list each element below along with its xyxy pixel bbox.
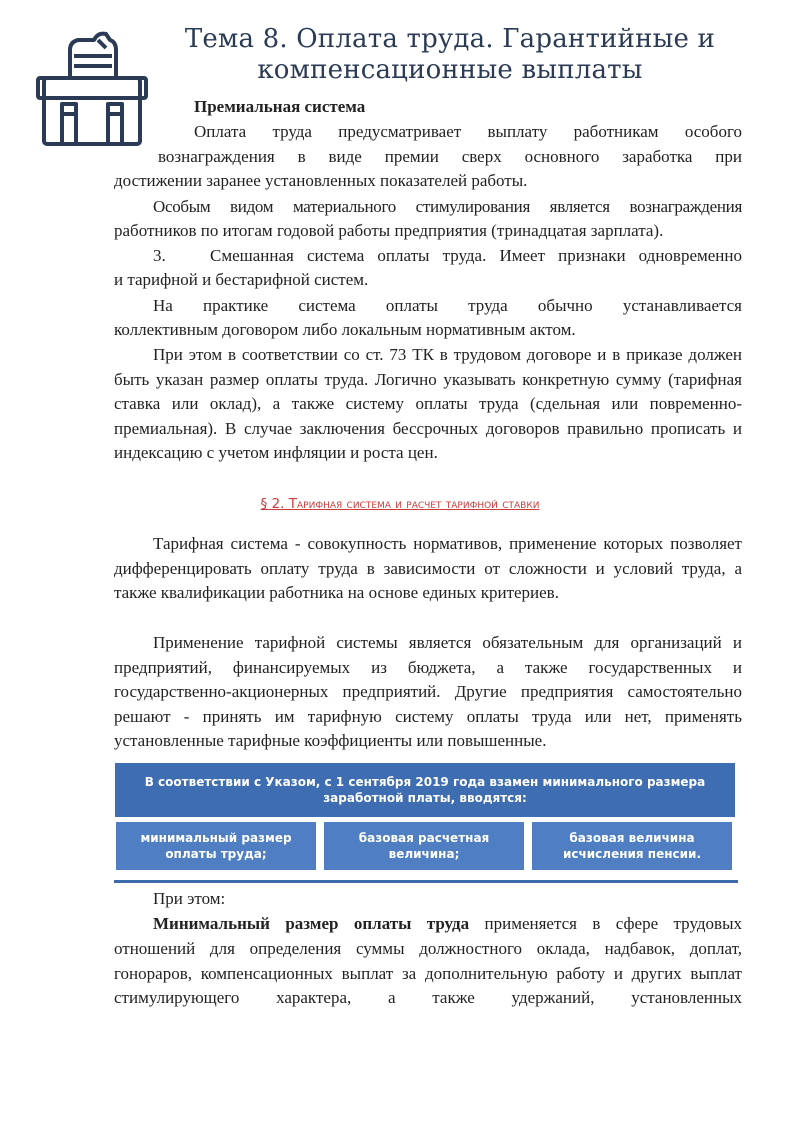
info-cell-min-wage: минимальный размер оплаты труда; bbox=[114, 820, 318, 872]
briefcase-hand-icon bbox=[36, 26, 148, 150]
page-title bbox=[160, 24, 740, 86]
premium-p2-line2: работников по итогам годовой работы предприятия (тринадцатая зарплата). bbox=[114, 221, 664, 240]
min-wage-bold-term: Минимальный размер оплаты труда bbox=[153, 914, 470, 933]
premium-p1-line2: вознаграждения в виде премии сверх основного заработка при bbox=[158, 147, 742, 166]
mixed-system-line2: и тарифной и бестарифной систем. bbox=[114, 270, 369, 289]
list-number-3: 3. bbox=[153, 246, 166, 265]
title-line-1: Тема 8. Оплата труда. Гарантийные и bbox=[184, 24, 716, 54]
title-line-2: компенсационные выплаты bbox=[257, 55, 643, 85]
info-cell-base-calc: базовая расчетная величина; bbox=[322, 820, 526, 872]
min-wage-line1-rest: применяется в сфере трудовых bbox=[484, 914, 742, 933]
section-2-heading: § 2. Тарифная система и расчет тарифной ставки bbox=[260, 496, 540, 512]
premium-p1-line3: достижении заранее установленных показателей работы. bbox=[114, 171, 528, 190]
decree-info-header: В соответствии с Указом, с 1 сентября 2019 года взамен минимального размера заработной платы, вводятся: bbox=[114, 762, 736, 818]
mixed-system-line1: Смешанная система оплаты труда. Имеет признаки одновременно bbox=[210, 246, 742, 265]
premium-p2-line1: Особым видом материального стимулирования является вознаграждения bbox=[153, 197, 742, 216]
tariff-definition-paragraph: Тарифная система - совокупность нормативов, применение которых позволяет дифференцировать оплату труда в зависимости от сложности и условий труда, а также квалификации работника на основе единых критериев. bbox=[114, 534, 742, 602]
closing-intro: При этом: bbox=[153, 889, 226, 908]
premium-system-heading: Премиальная система bbox=[194, 97, 366, 116]
contract-paragraph: При этом в соответствии со ст. 73 ТК в трудовом договоре и в приказе должен быть указан размер оплаты труда. Логично указывать конкретную сумму (тарифная ставка или оклад), а также систему оплаты труда (сдельная или повременно-премиальная). В случае заключения бессрочных договоров правильно прописать и индексацию с учетом инфляции и роста цен. bbox=[114, 345, 742, 462]
practice-line2: коллективным договором либо локальным нормативным актом. bbox=[114, 320, 576, 339]
practice-line1: На практике система оплаты труда обычно устанавливается bbox=[153, 296, 742, 315]
tariff-application-paragraph: Применение тарифной системы является обязательным для организаций и предприятий, финансируемых из бюджета, а также государственных и государственно-акционерных предприятий. Другие предприятия самостоятельно решают - принять им тарифную систему оплаты труда или нет, применять установленные тарифные коэффициенты или повышенные. bbox=[114, 633, 742, 750]
min-wage-body: отношений для определения суммы должностного оклада, надбавок, доплат, гонораров, компенсационных выплат за дополнительную работу и других выплат стимулирующего характера, а также удержаний, установленных bbox=[114, 939, 742, 1007]
decree-info-box bbox=[114, 762, 738, 883]
info-cell-base-pension: базовая величина исчисления пенсии. bbox=[530, 820, 734, 872]
premium-p1-line1: Оплата труда предусматривает выплату работникам особого bbox=[194, 122, 742, 141]
min-wage-line1 bbox=[153, 912, 742, 937]
